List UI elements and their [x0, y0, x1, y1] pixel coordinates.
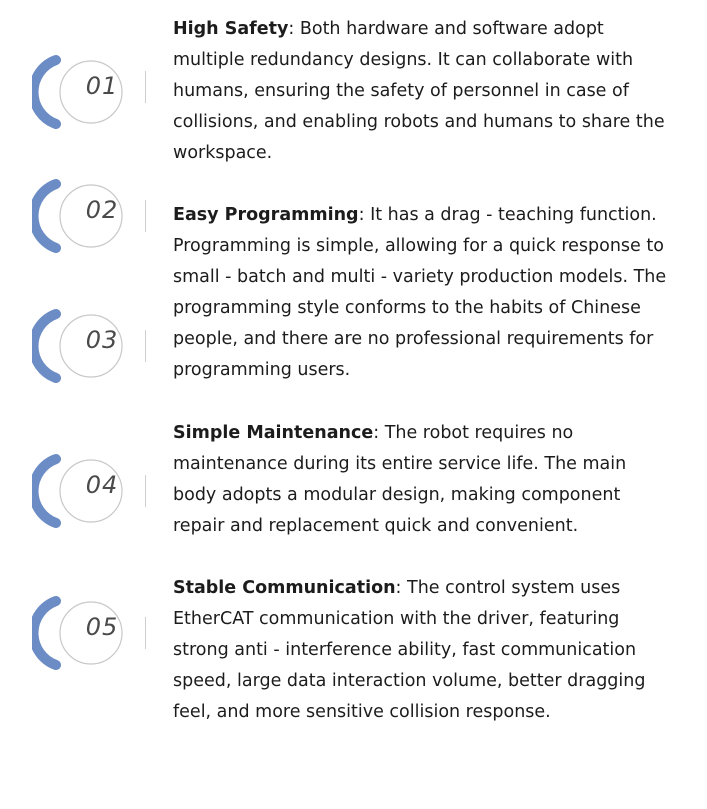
feature-simple-maintenance [173, 418, 668, 542]
arc-accent-icon [33, 601, 56, 665]
divider [145, 475, 146, 507]
badge-number: 01 [85, 72, 119, 100]
feature-title: Stable Communication [173, 578, 396, 598]
feature-separator: : [395, 578, 408, 598]
feature-description: Both hardware and software adopt multiple redundancy designs. It can collaborate with humans, ensuring the safety of personnel in case of collisions, and enabling robots and humans to share the workspace. [173, 19, 665, 163]
divider [145, 617, 146, 649]
feature-title: High Safety [173, 19, 289, 39]
feature-title: Simple Maintenance [173, 423, 374, 443]
divider [145, 200, 146, 232]
feature-stable-communication [173, 573, 668, 728]
badge-03 [32, 302, 132, 392]
feature-separator: : [373, 423, 385, 443]
divider [145, 71, 146, 103]
feature-easy-programming [173, 200, 668, 386]
badge-02 [32, 172, 132, 262]
feature-title: Easy Programming [173, 205, 359, 225]
feature-separator: : [358, 205, 371, 225]
divider [145, 330, 146, 362]
feature-separator: : [288, 19, 300, 39]
feature-description: It has a drag - teaching function. Programming is simple, allowing for a quick response to small - batch and multi - variety production models. The programming style conforms to the habits of Chinese people, and there are no professional requirements for programming users. [173, 205, 667, 380]
badge-number: 03 [85, 326, 119, 354]
badge-number: 02 [85, 196, 119, 224]
badge-04 [32, 447, 132, 537]
feature-description: The robot requires no maintenance during its entire service life. The main body adopts a modular design, making component repair and replacement quick and convenient. [173, 423, 627, 536]
feature-high-safety [173, 14, 668, 169]
badge-number: 05 [85, 613, 119, 641]
arc-accent-icon [33, 314, 56, 378]
arc-accent-icon [33, 184, 56, 248]
arc-accent-icon [33, 459, 56, 523]
badge-01 [32, 48, 132, 138]
badge-05 [32, 589, 132, 679]
badge-number: 04 [85, 471, 119, 499]
arc-accent-icon [33, 60, 56, 124]
feature-description: The control system uses EtherCAT communication with the driver, featuring strong anti - interference ability, fast communication speed, large data interaction volume, better dragging feel, and more sensitive collision response. [173, 578, 646, 722]
